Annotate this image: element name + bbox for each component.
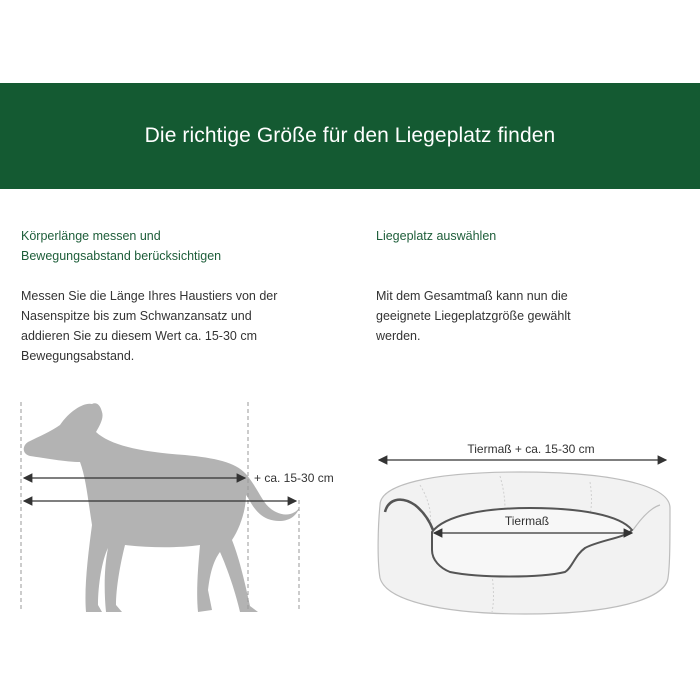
- left-body-line: Bewegungsabstand.: [21, 349, 135, 363]
- margin-label: + ca. 15-30 cm: [254, 471, 334, 485]
- right-body-line: geeignete Liegeplatzgröße gewählt: [376, 309, 571, 323]
- pet-bed-icon: [378, 472, 670, 614]
- left-heading-line: Körperlänge messen und: [21, 229, 161, 243]
- right-heading: Liegeplatz auswählen: [376, 229, 497, 243]
- total-size-label: Tiermaß + ca. 15-30 cm: [467, 442, 595, 456]
- page-title: Die richtige Größe für den Liegeplatz finden: [144, 124, 556, 147]
- left-heading-line: Bewegungsabstand berücksichtigen: [21, 249, 222, 263]
- left-body-line: Messen Sie die Länge Ihres Haustiers von der: [21, 289, 278, 303]
- bed-diagram: [378, 442, 670, 614]
- left-body-line: addieren Sie zu diesem Wert ca. 15-30 cm: [21, 329, 257, 343]
- inner-size-label: Tiermaß: [504, 514, 550, 528]
- left-body-line: Nasenspitze bis zum Schwanzansatz und: [21, 309, 252, 323]
- dog-silhouette-icon: [24, 403, 300, 612]
- right-body-line: Mit dem Gesamtmaß kann nun die: [376, 289, 568, 303]
- dog-diagram: [21, 402, 334, 612]
- right-body-line: werden.: [376, 329, 421, 343]
